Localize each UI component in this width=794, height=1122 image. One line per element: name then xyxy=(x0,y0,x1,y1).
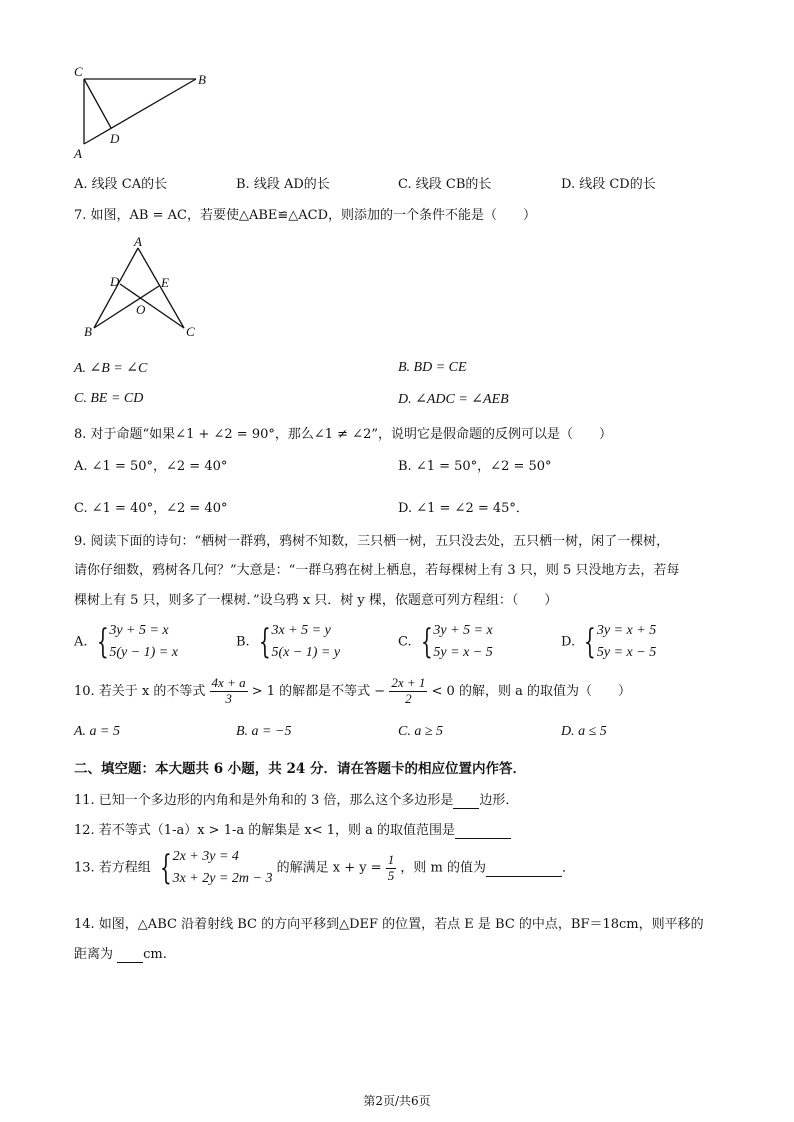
q13-fraction xyxy=(386,853,397,884)
q11-answer-blank[interactable] xyxy=(453,793,479,809)
figure-q7 xyxy=(80,236,200,346)
q6-option-c: C. 线段 CB的长 xyxy=(398,177,492,192)
q9-system-b xyxy=(254,620,340,664)
q13-system-eq1: 2x + 3y = 4 xyxy=(172,849,239,864)
fig7-label-c: C xyxy=(186,324,195,339)
brace-icon: { xyxy=(420,622,433,662)
q10-fraction-2 xyxy=(389,676,427,707)
q9-system-d xyxy=(579,620,656,664)
q8-option-a: A. ∠1 = 50°，∠2 = 40° xyxy=(74,459,228,474)
q9-system-c-eq1: 3y + 5 = x xyxy=(433,623,493,638)
fig7-label-a: A xyxy=(134,236,142,249)
q7-option-b: B. BD = CE xyxy=(398,360,467,375)
q13-pre: 13. 若方程组 xyxy=(74,860,151,876)
q14-answer-blank[interactable] xyxy=(117,947,143,963)
q13-answer-blank[interactable] xyxy=(486,861,562,877)
q9-line-1: 9. 阅读下面的诗句：“栖树一群鸦，鸦树不知数，三只栖一树，五只没去处，五只栖一树，闲了一棵树， xyxy=(74,534,670,549)
q10-frac2-num: 2x + 1 xyxy=(391,675,426,690)
q10-frac1-num: 4x + a xyxy=(211,675,246,690)
q9-system-d-eq2: 5y = x − 5 xyxy=(596,645,657,660)
q10-pre: 10. 若关于 x 的不等式 xyxy=(74,683,206,699)
q13-mid: 的解满足 x + y = xyxy=(276,860,382,876)
fig7-label-d: D xyxy=(110,274,120,289)
q10-option-c: C. a ≥ 5 xyxy=(398,724,444,739)
q10-option-d: D. a ≤ 5 xyxy=(561,724,607,739)
q7-stem: 7. 如图，AB = AC，若要使△ABE≌△ACD，则添加的一个条件不能是（ ） xyxy=(74,208,537,223)
q6-option-b: B. 线段 AD的长 xyxy=(236,177,330,192)
q9-system-a xyxy=(92,620,178,664)
brace-icon: { xyxy=(584,622,597,662)
fig7-label-e: E xyxy=(161,275,169,290)
q14-line-2 xyxy=(74,943,167,963)
q9-option-b-letter: B. xyxy=(236,634,250,650)
q11-post: 边形． xyxy=(479,793,519,808)
q9-option-b xyxy=(236,620,340,664)
page-number: 第2页/共6页 xyxy=(363,1094,431,1108)
q9-option-d xyxy=(561,620,656,664)
q9-system-d-eq1: 3y = x + 5 xyxy=(596,623,657,638)
q10-mid: > 1 的解都是不等式 − xyxy=(251,683,386,699)
q8-stem: 8. 对于命题“如果∠1 + ∠2 = 90°，那么∠1 ≠ ∠2”，说明它是假命题的反例可以是（ ） xyxy=(74,427,612,442)
q6-option-a: A. 线段 CA的长 xyxy=(74,177,168,192)
q6-option-d: D. 线段 CD的长 xyxy=(561,177,656,192)
q9-system-a-eq1: 3y + 5 = x xyxy=(109,623,169,638)
figure-q6 xyxy=(66,62,216,162)
fig6-label-d: D xyxy=(110,131,120,146)
brace-icon: { xyxy=(96,622,109,662)
q9-option-d-letter: D. xyxy=(561,634,576,650)
q8-option-d: D. ∠1 = ∠2 = 45°． xyxy=(398,501,529,516)
q9-system-b-eq2: 5(x − 1) = y xyxy=(271,645,341,660)
q9-option-c-letter: C. xyxy=(398,634,412,650)
fig6-label-c: C xyxy=(74,64,83,79)
q12 xyxy=(74,819,511,839)
q11-pre: 11. 已知一个多边形的内角和是外角和的 3 倍，那么这个多边形是 xyxy=(74,793,454,808)
q10-stem xyxy=(74,676,631,707)
q10-post: < 0 的解，则 a 的取值为（ ） xyxy=(431,683,631,699)
q9-line-3: 棵树上有 5 只，则多了一棵树．”设乌鸦 x 只．树 y 棵，依题意可列方程组：（ ） xyxy=(74,593,558,608)
q11 xyxy=(74,789,518,809)
q13-end: ． xyxy=(562,860,576,876)
q14-line2-post: cm. xyxy=(143,947,167,962)
q10-option-b: B. a = −5 xyxy=(236,724,292,739)
q13-system xyxy=(155,846,273,890)
fig6-label-b: B xyxy=(198,72,206,87)
fig7-label-b: B xyxy=(84,324,92,339)
q9-system-b-eq1: 3x + 5 = y xyxy=(271,623,331,638)
q8-option-b: B. ∠1 = 50°，∠2 = 50° xyxy=(398,459,552,474)
q10-option-a: A. a = 5 xyxy=(74,724,120,739)
q9-option-a-letter: A. xyxy=(74,634,88,650)
q13-system-eq2: 3x + 2y = 2m − 3 xyxy=(172,871,273,886)
section-2-heading: 二、填空题：本大题共 6 小题，共 24 分．请在答题卡的相应位置内作答． xyxy=(74,761,526,777)
q14-line-1: 14. 如图，△ABC 沿着射线 BC 的方向平移到△DEF 的位置，若点 E 是 BC 的中点，BF＝18cm，则平移的 xyxy=(74,917,704,932)
fig7-label-o: O xyxy=(136,302,146,317)
q12-answer-blank[interactable] xyxy=(455,823,511,839)
q7-option-a: A. ∠B = ∠C xyxy=(74,361,148,376)
q14-line2-pre: 距离为 xyxy=(74,947,118,962)
brace-icon: { xyxy=(159,848,172,888)
q13 xyxy=(74,846,575,890)
q13-post: ，则 m 的值为 xyxy=(400,860,486,876)
fig6-label-a: A xyxy=(74,146,82,161)
q9-line-2: 请你仔细数，鸦树各几何？”大意是：“一群乌鸦在树上栖息，若每棵树上有 3 只，则 5 只没地方去，若每 xyxy=(74,563,680,578)
q9-option-a xyxy=(74,620,178,664)
q9-system-c-eq2: 5y = x − 5 xyxy=(433,645,493,660)
q9-system-a-eq2: 5(y − 1) = x xyxy=(109,645,178,660)
q9-system-c xyxy=(416,620,493,664)
q10-frac1-den: 3 xyxy=(225,690,232,706)
brace-icon: { xyxy=(258,622,271,662)
q8-option-c: C. ∠1 = 40°，∠2 = 40° xyxy=(74,501,228,516)
q13-frac-num: 1 xyxy=(387,851,395,867)
q10-fraction-1 xyxy=(210,676,248,707)
q12-pre: 12. 若不等式（1-a）x > 1-a 的解集是 x< 1，则 a 的取值范围是 xyxy=(74,823,456,838)
q9-option-c xyxy=(398,620,493,664)
q7-option-c: C. BE = CD xyxy=(74,391,144,406)
q7-option-d: D. ∠ADC = ∠AEB xyxy=(398,392,509,407)
q10-frac2-den: 2 xyxy=(405,690,412,706)
q13-frac-den: 5 xyxy=(387,867,395,883)
